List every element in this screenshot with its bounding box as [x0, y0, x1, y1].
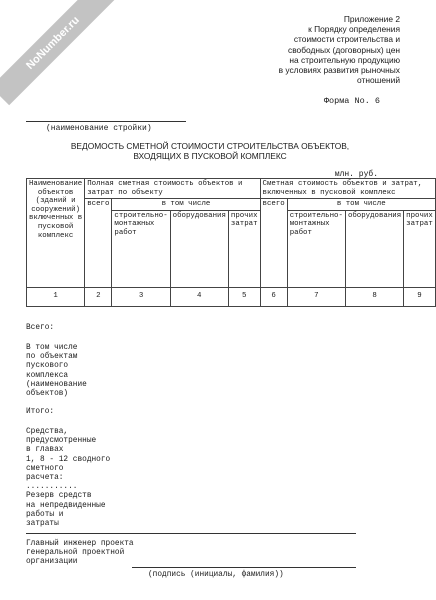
header-full-cost: Полная сметная стоимость объектов и затрат по объекту	[85, 179, 260, 199]
construction-name-caption: (наименование стройки)	[46, 124, 152, 133]
header-in-that: в том числе	[112, 199, 260, 211]
column-number: 1	[27, 287, 85, 306]
appendix-line: отношений	[357, 75, 400, 86]
appendix-line: стоимости строительства и	[293, 34, 400, 45]
title-line: ВЕДОМОСТЬ СМЕТНОЙ СТОИМОСТИ СТРОИТЕЛЬСТВА ОБЪЕКТОВ,	[70, 141, 350, 151]
header-total-2: всего	[260, 199, 287, 288]
appendix-line: к Порядку определения	[308, 24, 400, 35]
header-in-that-2: в том числе	[287, 199, 435, 211]
appendix-note	[180, 14, 400, 85]
column-number: 2	[85, 287, 112, 306]
title-line: ВХОДЯЩИХ В ПУСКОВОЙ КОМПЛЕКС	[133, 151, 287, 161]
column-number: 5	[228, 287, 260, 306]
appendix-line: свободных (договорных) цен	[288, 44, 400, 55]
header-other: прочих затрат	[228, 210, 260, 287]
column-number: 9	[404, 287, 436, 306]
header-total: всего	[85, 199, 112, 288]
signature-label: Главный инженер проекта генеральной проектной организации	[26, 540, 134, 567]
watermark: NoNumber.ru	[0, 0, 115, 105]
estimate-table	[26, 178, 436, 307]
header-equipment-2: оборудования	[345, 210, 403, 287]
form-number: Форма No. 6	[323, 96, 380, 106]
units-label: млн. руб.	[334, 170, 378, 179]
header-equipment: оборудования	[170, 210, 228, 287]
construction-name-line	[26, 121, 186, 122]
row-itogo: Итого:	[26, 408, 55, 416]
signature-caption: (подпись (инициалы, фамилия))	[148, 571, 284, 579]
column-number: 3	[112, 287, 170, 306]
header-object-names: Наименование объектов (зданий и сооружений) включенных в пусковой комплекс	[27, 179, 85, 288]
column-number: 7	[287, 287, 345, 306]
appendix-line: в условиях развития рыночных	[278, 65, 400, 76]
column-number: 4	[170, 287, 228, 306]
row-funds: Средства, предусмотренные в главах 1, 8 - 12 сводного сметного расчета: ........... Резерв средств на непредвиденные работы и затраты	[26, 428, 111, 529]
column-number: 8	[345, 287, 403, 306]
appendix-line: Приложение 2	[343, 14, 400, 24]
header-construction-works: строительно-монтажных работ	[112, 210, 170, 287]
header-complex-cost: Сметная стоимость объектов и затрат, включенных в пусковой комплекс	[260, 179, 435, 199]
header-other-2: прочих затрат	[404, 210, 436, 287]
signature-line	[132, 567, 356, 568]
row-objects: В том числе по объектам пускового комплекса (наименование объектов)	[26, 344, 87, 399]
appendix-line: на строительную продукцию	[289, 54, 400, 65]
document-title	[40, 141, 380, 161]
column-number: 6	[260, 287, 287, 306]
header-construction-works-2: строительно-монтажных работ	[287, 210, 345, 287]
section-divider	[26, 533, 356, 534]
row-vsego: Всего:	[26, 324, 55, 332]
